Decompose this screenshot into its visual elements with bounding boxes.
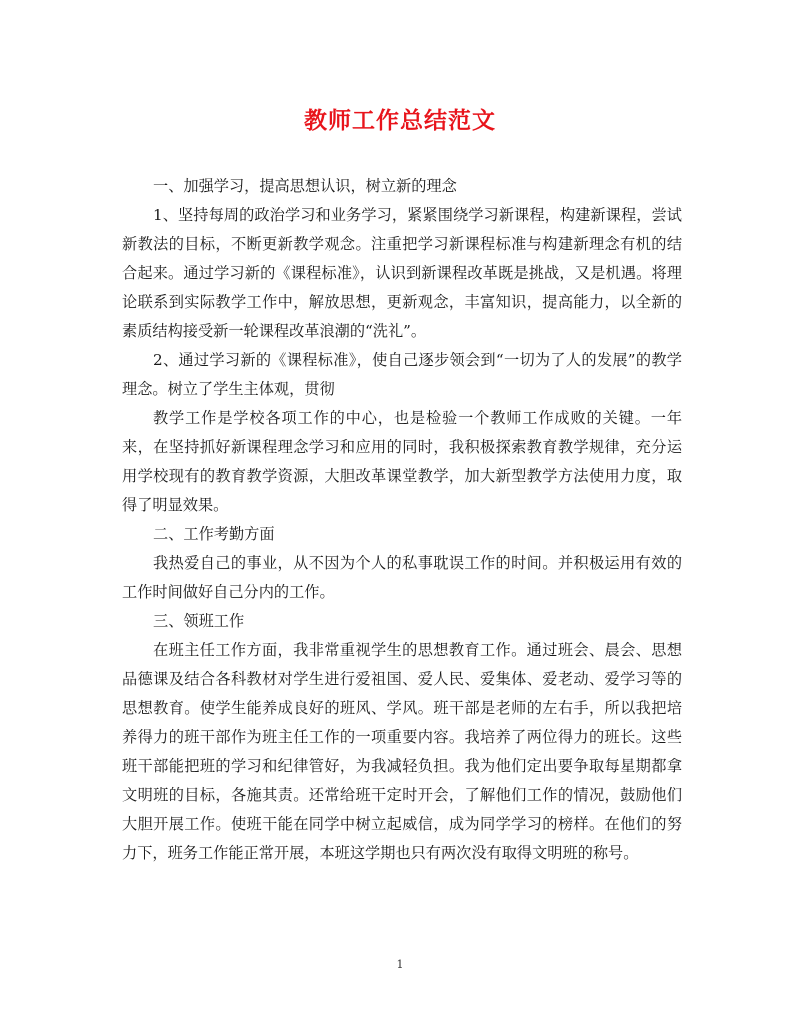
paragraph-4: 我热爱自己的事业，从不因为个人的私事耽误工作的时间。并积极运用有效的工作时间做好自己分内的工作。: [122, 554, 682, 601]
section-heading-3: 三、领班工作: [153, 612, 245, 630]
paragraph-5: 在班主任工作方面，我非常重视学生的思想教育工作。通过班会、晨会、思想品德课及结合各科教材对学生进行爱祖国、爱人民、爱集体、爱老动、爱学习等的思想教育。使学生能养成良好的班风、学风。班干部是老师的左右手，所以我把培养得力的班干部作为班主任工作的一项重要内容。我培养了两位得力的班长。这些班干部能把班的学习和纪律管好，为我减轻负担。我为他们定出要争取每星期都拿文明班的目标，各施其责。还常给班干定时开会，了解他们工作的情况，鼓励他们大胆开展工作。使班干能在同学中树立起威信，成为同学学习的榜样。在他们的努力下，班务工作能正常开展，本班这学期也只有两次没有取得文明班的称号。: [122, 641, 682, 862]
document-body: [122, 172, 682, 868]
paragraph-2: 2、通过学习新的《课程标准》，使自己逐步领会到“一切为了人的发展”的教学理念。树立了学生主体观，贯彻: [122, 351, 682, 398]
section-heading-2: 二、工作考勤方面: [153, 525, 275, 543]
paragraph-1: 1、坚持每周的政治学习和业务学习，紧紧围绕学习新课程，构建新课程，尝试新教法的目标，不断更新教学观念。注重把学习新课程标准与构建新理念有机的结合起来。通过学习新的《课程标准》，认识到新课程改革既是挑战，又是机遇。将理论联系到实际教学工作中，解放思想，更新观念，丰富知识，提高能力，以全新的素质结构接受新一轮课程改革浪潮的“洗礼”。: [122, 206, 682, 340]
document-title: 教师工作总结范文: [304, 107, 496, 134]
paragraph-3: 教学工作是学校各项工作的中心，也是检验一个教师工作成败的关键。一年来，在坚持抓好新课程理念学习和应用的同时，我积极探索教育教学规律，充分运用学校现有的教育教学资源，大胆改革课堂教学，加大新型教学方法使用力度，取得了明显效果。: [122, 409, 682, 514]
page-number: 1: [396, 958, 404, 971]
section-heading-1: 一、加强学习，提高思想认识，树立新的理念: [153, 177, 457, 195]
